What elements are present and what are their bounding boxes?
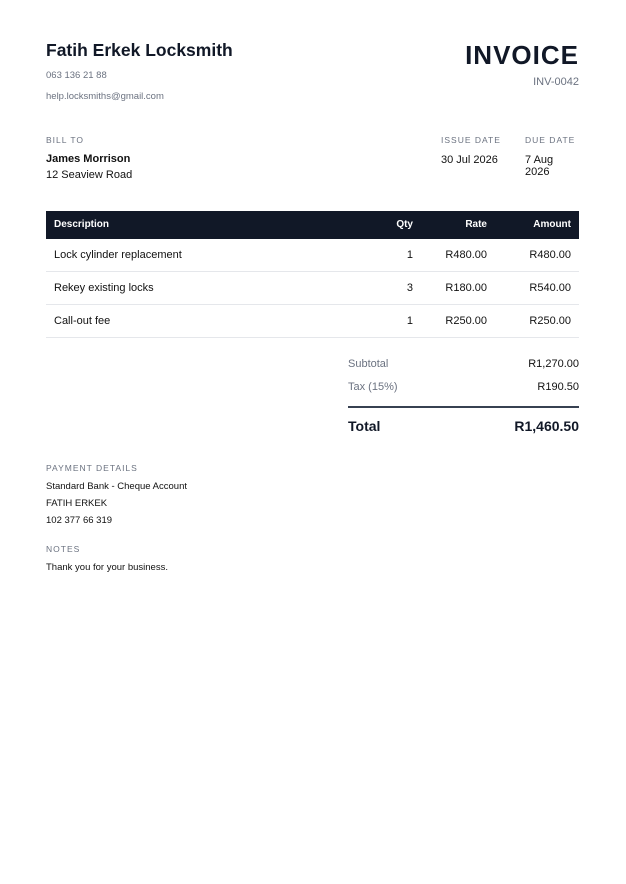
header-qty: Qty <box>396 219 413 230</box>
totals-block <box>348 354 579 434</box>
payment-bank: Standard Bank - Cheque Account <box>46 481 188 492</box>
item-description: Call-out fee <box>54 315 111 327</box>
bill-to-label: BILL TO <box>46 135 85 145</box>
header-amount: Amount <box>533 219 571 230</box>
business-name: Fatih Erkek Locksmith <box>46 40 233 60</box>
line-items-table <box>46 211 579 338</box>
issue-date-label: ISSUE DATE <box>441 135 501 145</box>
payment-details-label: PAYMENT DETAILS <box>46 463 138 473</box>
item-rate: R180.00 <box>445 282 487 294</box>
notes-text: Thank you for your business. <box>46 562 168 573</box>
item-qty: 1 <box>406 315 413 327</box>
tax-value: R190.50 <box>537 381 579 393</box>
item-rate: R480.00 <box>445 249 487 261</box>
subtotal-row <box>348 354 579 377</box>
item-amount: R250.00 <box>529 315 571 327</box>
client-name: James Morrison <box>46 153 131 165</box>
business-email: help.locksmiths@gmail.com <box>46 91 164 102</box>
totals-divider <box>348 406 579 408</box>
notes-label: NOTES <box>46 544 81 554</box>
table-row <box>46 272 579 305</box>
item-description: Lock cylinder replacement <box>54 249 182 261</box>
total-row <box>348 416 579 436</box>
item-amount: R540.00 <box>529 282 571 294</box>
header-rate: Rate <box>465 219 487 230</box>
item-qty: 3 <box>406 282 413 294</box>
table-row <box>46 305 579 338</box>
item-amount: R480.00 <box>529 249 571 261</box>
header-description: Description <box>54 219 110 230</box>
tax-row <box>348 377 579 400</box>
total-value: R1,460.50 <box>514 418 579 434</box>
payment-account: 102 377 66 319 <box>46 515 113 526</box>
item-qty: 1 <box>406 249 413 261</box>
subtotal-value: R1,270.00 <box>528 358 579 370</box>
issue-date-value: 30 Jul 2026 <box>441 154 498 166</box>
subtotal-label: Subtotal <box>348 358 389 370</box>
item-description: Rekey existing locks <box>54 282 154 294</box>
business-phone: 063 136 21 88 <box>46 70 107 81</box>
due-date-label: DUE DATE <box>525 135 576 145</box>
invoice-title: INVOICE <box>465 40 579 70</box>
due-date-value: 7 Aug 2026 <box>525 154 554 178</box>
invoice-page <box>46 0 579 884</box>
item-rate: R250.00 <box>445 315 487 327</box>
table-header <box>46 211 579 239</box>
invoice-number: INV-0042 <box>533 76 579 88</box>
tax-label: Tax (15%) <box>348 381 398 393</box>
total-label: Total <box>348 418 381 434</box>
payment-holder: FATIH ERKEK <box>46 498 108 509</box>
table-row <box>46 239 579 272</box>
client-address: 12 Seaview Road <box>46 169 133 181</box>
